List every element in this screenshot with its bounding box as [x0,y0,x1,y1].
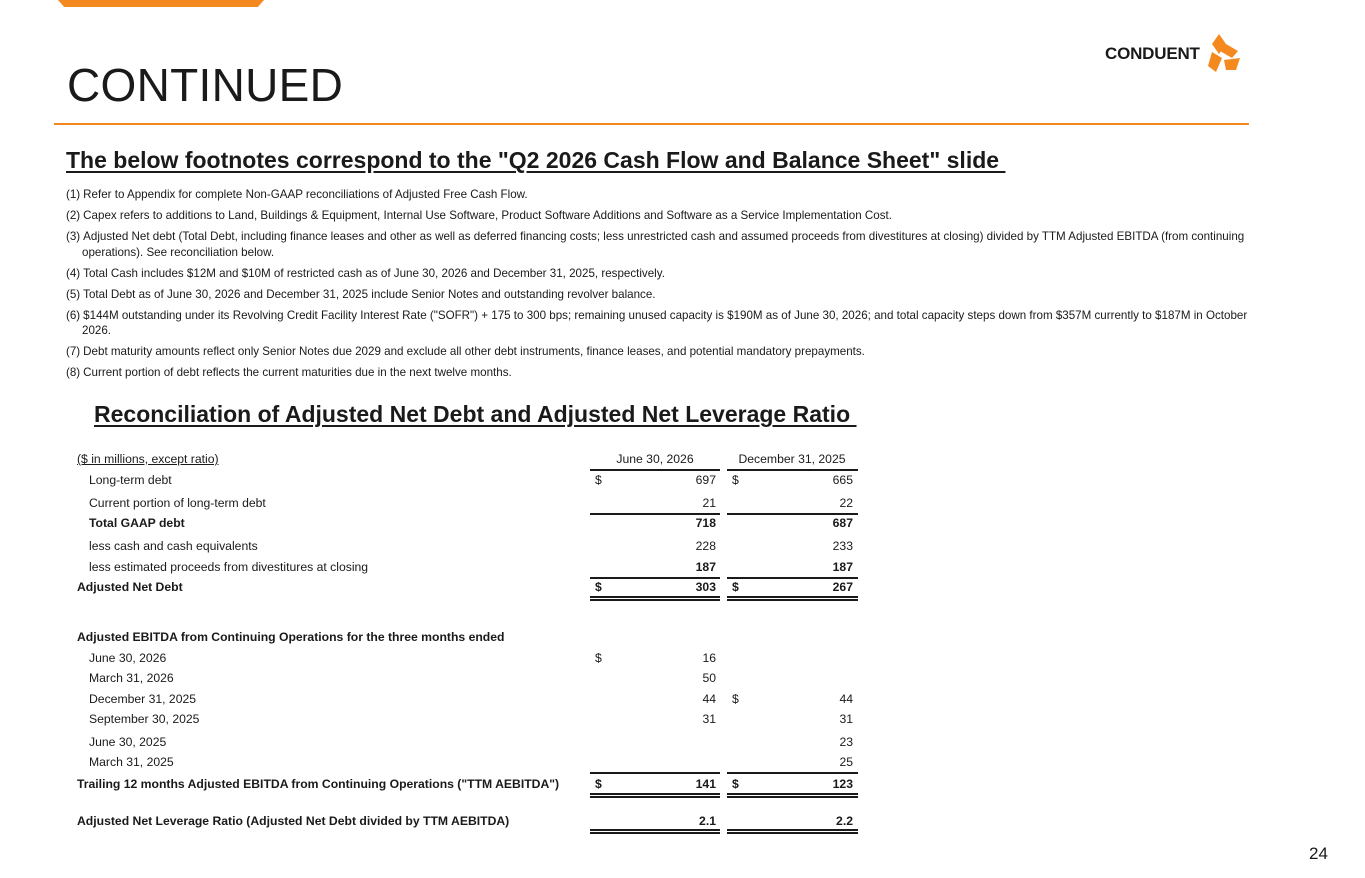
conduent-logo [1105,34,1244,72]
footnote-number: (5) [66,287,81,301]
value-dec-2025: 267 [832,580,853,594]
table-row [77,539,867,557]
currency-symbol: $ [732,580,739,594]
footnote-item [66,229,1266,260]
value-jun-2026: 228 [695,539,716,553]
footnote-text: Capex refers to additions to Land, Buildings & Equipment, Internal Use Software, Product Software Additions and Software as a Service Implementation Cost. [83,209,892,222]
subtotal-rule [727,577,858,579]
total-double-rule [590,599,720,601]
footnotes-heading: The below footnotes correspond to the "Q2 2026 Cash Flow and Balance Sheet" slide [66,147,1006,173]
value-jun-2026: 21 [702,496,716,510]
currency-symbol: $ [595,473,602,487]
row-label: Long-term debt [89,473,172,487]
currency-symbol: $ [732,473,739,487]
footnote-number: (2) [66,209,81,222]
value-dec-2025: 187 [832,560,853,574]
row-label: less estimated proceeds from divestitures at closing [89,560,369,574]
row-label: Adjusted Net Debt [77,580,183,594]
currency-symbol: $ [595,777,602,791]
currency-symbol: $ [732,692,739,706]
footnote-text: Current portion of debt reflects the current maturities due in the next twelve months. [83,366,512,379]
page-number: 24 [1309,844,1328,863]
row-label: Total GAAP debt [89,516,185,530]
value-jun-2026: 141 [695,777,716,791]
subtotal-rule [590,772,720,774]
col-header-dec-2025: December 31, 2025 [738,452,846,466]
value-jun-2026: 303 [695,580,716,594]
value-jun-2026: 187 [695,560,716,574]
row-label: Trailing 12 months Adjusted EBITDA from Continuing Operations ("TTM AEBITDA") [77,777,560,791]
footnote-number: (6) [66,308,81,322]
table-row [77,630,867,648]
value-jun-2026: 16 [702,651,716,665]
value-jun-2026: 50 [702,671,716,685]
footnotes-list [66,187,1266,386]
table-row [77,712,867,730]
row-label: Adjusted Net Leverage Ratio (Adjusted Net Debt divided by TTM AEBITDA) [77,814,510,828]
footnote-item [66,187,1266,203]
value-dec-2025: 23 [839,735,853,749]
footnote-number: (1) [66,188,81,201]
header-underline [727,469,858,471]
currency-symbol: $ [595,580,602,594]
footnote-item [66,365,1266,381]
subtotal-rule [590,513,720,515]
value-jun-2026: 718 [695,516,716,530]
footnote-text: Adjusted Net debt (Total Debt, including finance leases and other as well as deferred financing costs; less unrestricted cash and assumed proceeds from divestitures at closing) divided by TTM Adjusted EBITDA (from continuing operations). See reconciliation below. [82,230,1245,259]
logo-mark-icon [1206,34,1244,72]
footnote-number: (3) [66,230,81,243]
row-label: September 30, 2025 [89,712,200,726]
row-label: March 31, 2025 [89,755,174,769]
subtotal-rule [727,513,858,515]
total-double-rule [590,832,720,834]
value-jun-2026: 44 [702,692,716,706]
footnote-text: $144M outstanding under its Revolving Credit Facility Interest Rate ("SOFR") + 175 to 300 bps; remaining unused capacity is $190M as of June 30, 2026; and total capacity steps down from $357M currently to $187M in October 2026. [82,308,1248,337]
reconciliation-heading: Reconciliation of Adjusted Net Debt and Adjusted Net Leverage Ratio [94,401,857,427]
value-jun-2026: 2.1 [699,814,716,828]
total-double-rule [590,829,720,831]
total-double-rule [590,793,720,795]
value-jun-2026: 31 [702,712,716,726]
row-label: Adjusted EBITDA from Continuing Operations for the three months ended [77,630,505,644]
value-dec-2025: 665 [832,473,853,487]
value-dec-2025: 31 [839,712,853,726]
table-row [77,755,867,773]
total-double-rule [727,793,858,795]
footnote-number: (7) [66,345,81,358]
row-label: March 31, 2026 [89,671,174,685]
footnote-item [66,266,1266,282]
value-jun-2026: 697 [695,473,716,487]
table-row [77,560,867,578]
total-double-rule [727,596,858,598]
units-label: ($ in millions, except ratio) [77,452,219,466]
value-dec-2025: 123 [832,777,853,791]
value-dec-2025: 25 [839,755,853,769]
value-dec-2025: 2.2 [836,814,853,828]
total-double-rule [727,796,858,798]
footnote-text: Debt maturity amounts reflect only Senior Notes due 2029 and exclude all other debt instruments, finance leases, and potential mandatory prepayments. [83,345,865,358]
row-label: June 30, 2026 [89,651,167,665]
currency-symbol: $ [595,651,602,665]
row-label: less cash and cash equivalents [89,539,258,553]
total-double-rule [590,596,720,598]
table-row [77,496,867,514]
value-dec-2025: 44 [839,692,853,706]
title-divider [54,123,1249,125]
value-dec-2025: 687 [832,516,853,530]
table-row [77,473,867,491]
page-title: CONTINUED [67,59,344,111]
footnote-text: Refer to Appendix for complete Non-GAAP reconciliations of Adjusted Free Cash Flow. [83,188,528,201]
subtotal-rule [590,577,720,579]
table-row [77,671,867,689]
total-double-rule [727,829,858,831]
footnote-item [66,344,1266,360]
total-double-rule [590,796,720,798]
row-label: December 31, 2025 [89,692,197,706]
top-accent-bar [58,0,264,7]
table-row [77,692,867,710]
table-row [77,516,867,534]
footnote-number: (8) [66,366,81,379]
total-double-rule [727,832,858,834]
value-dec-2025: 233 [832,539,853,553]
footnote-text: Total Debt as of June 30, 2026 and December 31, 2025 include Senior Notes and outstanding revolver balance. [83,287,656,301]
logo-wordmark: CONDUENT [1105,44,1200,63]
subtotal-rule [727,772,858,774]
value-dec-2025: 22 [839,496,853,510]
row-label: Current portion of long-term debt [89,496,266,510]
col-header-jun-2026: June 30, 2026 [616,452,694,466]
row-label: June 30, 2025 [89,735,167,749]
footnote-item [66,287,1266,303]
table-row [77,651,867,669]
footnote-number: (4) [66,266,81,280]
total-double-rule [727,599,858,601]
table-header-row [77,452,867,470]
footnote-item [66,308,1266,339]
header-underline [590,469,720,471]
footnote-item [66,208,1266,224]
table-row [77,735,867,753]
footnote-text: Total Cash includes $12M and $10M of restricted cash as of June 30, 2026 and December 31, 2025, respectively. [83,266,665,280]
currency-symbol: $ [732,777,739,791]
